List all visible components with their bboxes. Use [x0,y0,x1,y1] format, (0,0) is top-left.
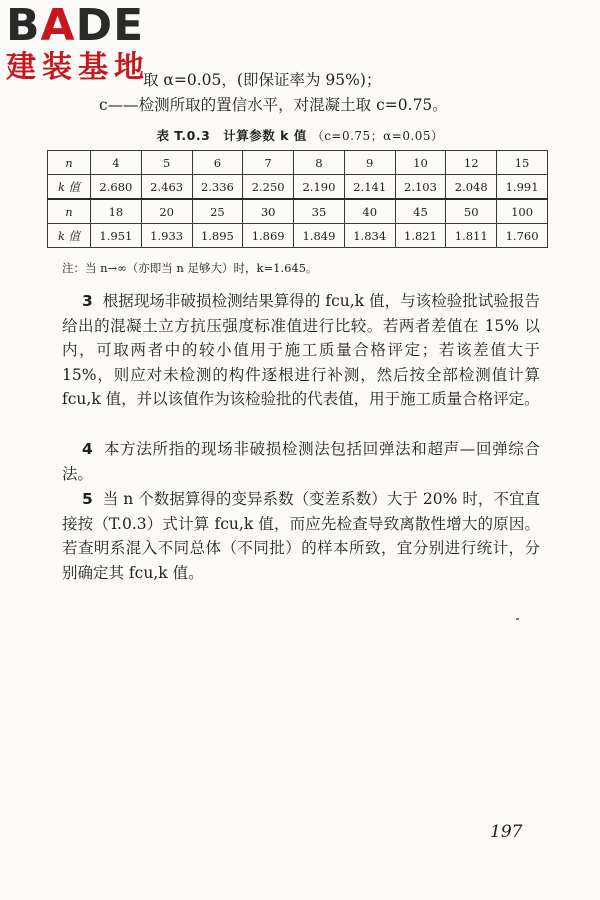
paragraph-text: 根据现场非破损检测结果算得的 fcu,k 值，与该检验批试验报告给出的混凝土立方抗压强度标准值进行比较。若两者差值在 15% 以内，可取两者中的较小值用于施工质量合格评定；若该差值大于 15%，则应对未检测的构件逐根进行补测，然后按全部检测值计算 fcu,k 值，并以该值作为该检验批的代表值，用于施工质量合格评定。 [62,292,541,408]
table-row-n-1 [48,151,548,175]
table-row-n-2 [48,199,548,224]
table-cell: 4 [91,151,142,175]
row-label: k 值 [48,224,91,248]
table-cell: 5 [141,151,192,175]
table-cell: 1.811 [446,224,497,248]
table-cell: 50 [446,199,497,224]
table-cell: 8 [294,151,345,175]
table-cell: 2.336 [192,175,243,200]
table-cell: 1.760 [497,224,548,248]
table-cell: 2.103 [395,175,446,200]
table-cell: 12 [446,151,497,175]
paragraph-3 [62,289,540,412]
paragraph-text: 当 n 个数据算得的变异系数（变差系数）大于 20% 时，不宜直接按（T.0.3）式计算 fcu,k 值，而应先检查导致离散性增大的原因。若查明系混入不同总体（不同批）的样本所致，宜分别进行统计，分别确定其 fcu,k 值。 [62,490,540,582]
row-label: n [48,199,91,224]
table-cell: 2.190 [294,175,345,200]
c-definition-line: c——检测所取的置信水平，对混凝土取 c=0.75。 [99,96,448,114]
table-cell: 1.951 [91,224,142,248]
table-caption-main: 表 T.0.3 计算参数 k 值 [156,128,307,143]
row-label: n [48,151,91,175]
table-cell: 35 [294,199,345,224]
table-cell: 2.048 [446,175,497,200]
table-cell: 45 [395,199,446,224]
table-cell: 15 [497,151,548,175]
table-cell: 1.991 [497,175,548,200]
paragraph-number: 4 [82,440,93,458]
table-note: 注：当 n→∞（亦即当 n 足够大）时，k=1.645。 [62,261,318,275]
table-cell: 1.834 [344,224,395,248]
brand-logo [6,0,150,86]
table-cell: 7 [243,151,294,175]
table-caption [0,126,600,144]
row-label: k 值 [48,175,91,200]
table-cell: 40 [344,199,395,224]
k-value-table [47,150,548,248]
table-cell: 6 [192,151,243,175]
table-cell: 25 [192,199,243,224]
table-cell: 100 [497,199,548,224]
table-row-k-2 [48,224,548,248]
table-cell: 1.821 [395,224,446,248]
table-caption-params: （c=0.75；α=0.05） [311,129,444,143]
table-row-k-1 [48,175,548,200]
table-cell: 18 [91,199,142,224]
table-cell: 1.895 [192,224,243,248]
table-cell: 20 [141,199,192,224]
page-number: 197 [490,822,523,842]
table-cell: 2.141 [344,175,395,200]
table-cell: 2.250 [243,175,294,200]
alpha-definition-line: 取 α=0.05，(即保证率为 95%)； [143,71,382,89]
paragraph-5 [62,487,540,585]
logo-chinese: 建装基地 [6,50,150,85]
logo-latin [6,0,150,51]
table-cell: 2.680 [91,175,142,200]
table-cell: 9 [344,151,395,175]
table-cell: 2.463 [141,175,192,200]
paragraph-text: 本方法所指的现场非破损检测法包括回弹法和超声—回弹综合法。 [62,440,540,483]
paragraph-4 [62,437,540,486]
logo-latin-text: BADE [6,0,145,51]
paragraph-number: 5 [82,490,93,508]
table-cell: 1.933 [141,224,192,248]
table-cell: 1.849 [294,224,345,248]
table-cell: 30 [243,199,294,224]
table-cell: 1.869 [243,224,294,248]
table-cell: 10 [395,151,446,175]
scan-speck [516,618,519,620]
paragraph-number: 3 [82,292,93,310]
